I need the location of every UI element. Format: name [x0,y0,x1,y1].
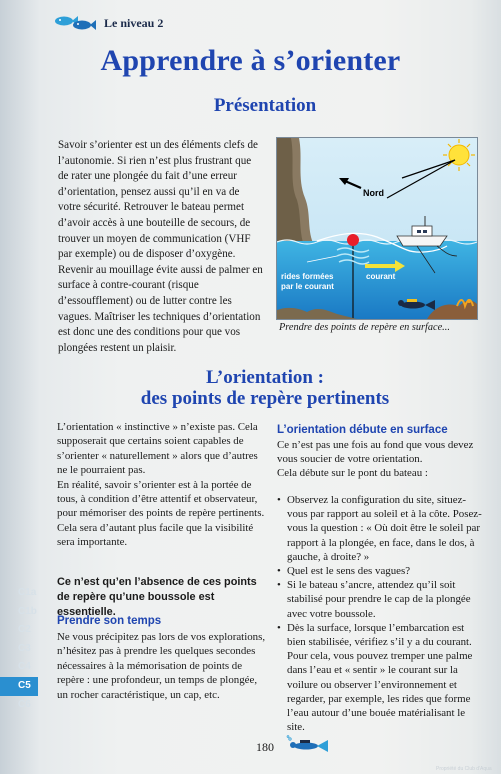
section-heading-line1: L’orientation : [205,367,325,388]
label-rides-2: par le courant [281,282,334,291]
level-label: Le niveau 2 [104,15,164,30]
page-number: 180 [256,740,274,754]
left-paragraph-2: En réalité, savoir s’orienter est à la portée de tous, à condition d’être attentif et observateur, pour mémoriser des points de repère pertinents. [57,478,265,520]
list-item: • Observez la configuration du site, situez-vous par rapport au soleil et à la côte. Posez-vous la question : « Où doit être le soleil par rapport à la plongée, en face, dans le dos, à gauche, à droite? » [277,493,485,564]
fish-logo-icon [50,12,102,34]
list-item: • Dès la surface, lorsque l’embarcation est bien stabilisée, vérifiez s’il y a du courant. Pour cela, vous pouvez tremper une palme dans l’eau et « sentir » le courant sur la voilure ou observer l’environnement et regarder, par exemple, les rides que forme l’eau autour d’une bouée matérialisant le site. [277,621,485,735]
intro-text: Savoir s’orienter est un des éléments clefs de l’autonomie. Si rien n’est plus frustrant que de rater une plongée du fait d’une erreur d’orientation, pensez aussi qu’il en va de votre sécurité. Retrouver le bateau permet d’avoir accès à une bouteille de secours, de trouver un moyen de communication (VHF par exemple) ou de disposer d’oxygène. Revenir au mouillage évite aussi de palmer en surface à contre-courant (risque d’essoufflement) ou de lutter contre les vagues. Maîtriser les techniques d’orientation est donc une des conditions pour que vos plongées restent un plaisir. [58,139,263,354]
chapter-index-item[interactable]: C1a [18,587,37,598]
label-courant: courant [366,272,396,281]
label-nord: Nord [363,188,384,198]
chapter-index-item[interactable]: C4 [18,661,31,673]
figure-caption: Prendre des points de repère en surface... [279,322,450,333]
right-paragraph-2: Cela débute sur le pont du bateau : [277,467,428,480]
bullet-list [277,493,485,734]
page-title: Apprendre à s’orienter [100,44,401,77]
chapter-index-item[interactable]: C1b [18,605,37,617]
chapter-index-item[interactable]: C6 [18,698,31,710]
orientation-illustration [276,137,478,320]
subheading-orientation-surface: L’orientation débute en surface [277,424,448,436]
section-heading [0,367,501,409]
subheading-prendre-son-temps: Prendre son temps [57,615,162,627]
intro-paragraph [58,138,264,356]
chapter-index [0,584,38,714]
chapter-index-item-active[interactable]: C5 [0,677,38,696]
section-heading-line2: des points de repère pertinents [140,388,390,409]
label-rides-1: rides formées [281,272,334,281]
left-column [57,420,269,550]
chapter-index-item[interactable]: C2 [18,624,31,636]
bold-note: Ce n’est qu’en l’absence de ces points de repère qu’une boussole est essentielle. [57,576,257,618]
right-column [277,438,483,481]
list-item: • Quel est le sens des vagues? [277,564,485,578]
left-column-lower [57,630,269,702]
left-paragraph-1: L’orientation « instinctive » n’existe pas. Cela supposerait que certains soient capables de s’orienter « naturellement » alors que d’autres ne le pourraient pas. [57,421,258,477]
diver-icon [284,735,330,755]
section-subtitle: Présentation [213,95,317,116]
left-paragraph-4: Ne vous précipitez pas lors de vos explorations, n’hésitez pas à prendre les quelques secondes nécessaires à la mémorisation de points de repère : une profondeur, un temps de plongée, un rocher caractéristique, un cap, etc. [57,631,266,701]
list-item: • Si le bateau s’ancre, attendez qu’il soit stabilisé pour prendre le cap de la plongée avec votre boussole. [277,578,485,621]
watermark: Propriété du Club d'Aqua [436,766,492,772]
right-paragraph-1: Ce n’est pas une fois au fond que vous devez vous soucier de votre orientation. [277,439,474,466]
chapter-index-item[interactable]: C3 [18,642,31,654]
left-paragraph-3: Cela sera d’autant plus facile que la visibilité sera importante. [57,521,254,549]
header [50,12,163,34]
